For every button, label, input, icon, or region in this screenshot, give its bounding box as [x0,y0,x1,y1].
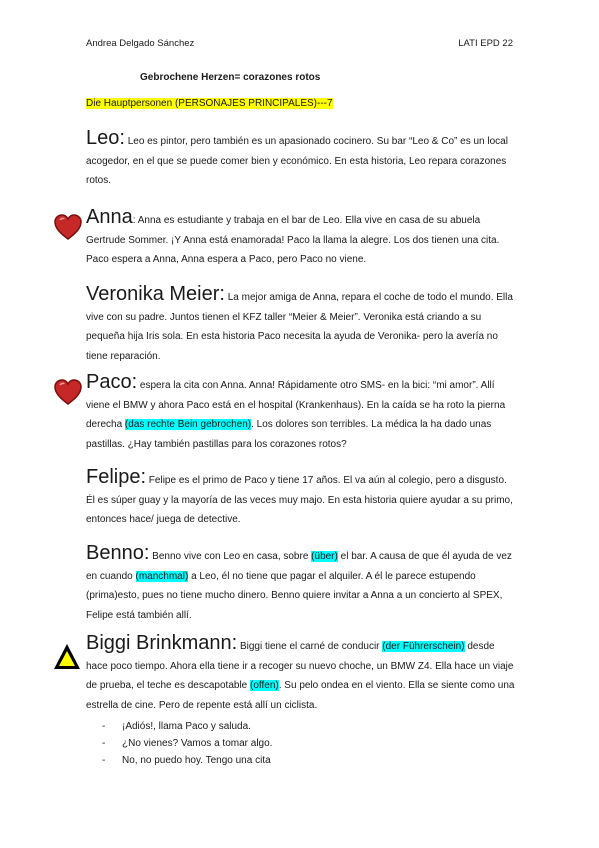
character-text-leo: Leo es pintor, pero también es un apasionado cocinero. Su bar “Leo & Co” es un local acogedor, en el que se puede comer bien y económico. En esta historia, Leo repara corazones rotos. [86,136,508,186]
section-leo [86,128,518,191]
subtitle-highlight: Die Hauptpersonen (PERSONAJES PRINCIPALES)---7 [86,98,333,109]
highlight-benno-2: (manchmal) [135,570,189,582]
character-text-biggi-1: Biggi tiene el carné de conducir [237,641,383,652]
dialogue-line: - ¡Adiós!, llama Paco y saluda. [102,718,272,735]
character-name-veronika: Veronika Meier: [86,283,225,305]
document-subtitle [86,98,333,109]
section-biggi [86,633,518,715]
warning-triangle-icon [52,642,82,672]
dialogue-line: - ¿No vienes? Vamos a tomar algo. [102,735,272,752]
heart-icon [53,378,83,406]
character-text-veronika: La mejor amiga de Anna, repara el coche de todo el mundo. Ella vive con su padre. Juntos tienen el KFZ taller “Meier & Meier”. Veronika está criando a su pequeña hija Iris sola. En esta historia Paco necesita la ayuda de Veronika- pero la avería no tiene reparación. [86,292,513,362]
character-text-paco-2: . Los dolores son terribles. La médica la ha dado unas pastillas. ¿Hay también pastillas para los corazones rotos? [86,419,492,450]
character-name-biggi: Biggi Brinkmann: [86,632,238,654]
character-name-leo: Leo: [86,127,125,149]
highlight-biggi-1: (der Führerschein) [382,641,465,652]
character-text-anna: : Anna es estudiante y trabaja en el bar de Leo. Ella vive en casa de su abuela Gertrude Sommer. ¡Y Anna está enamorada! Paco la llama la alegre. Los dos tienen una cita. Paco espera a Anna, Anna espera a Paco, pero Paco no viene. [86,215,500,265]
section-paco [86,372,518,454]
section-felipe [86,467,518,530]
heart-icon [53,213,83,241]
character-name-paco: Paco: [86,371,138,393]
header-author: Andrea Delgado Sánchez [86,38,195,49]
character-name-benno: Benno: [86,542,150,564]
character-name-felipe: Felipe: [86,466,147,488]
section-benno [86,543,518,625]
document-title: Gebrochene Herzen= corazones rotos [140,72,321,83]
dialogue-line: - No, no puedo hoy. Tengo una cita [102,752,272,769]
section-veronika [86,284,518,366]
character-name-anna: Anna [86,206,133,228]
character-text-paco-1: espera la cita con Anna. Anna! Rápidamente otro SMS- en la bici: “mi amor”. Allí viene el BMW y ahora Paco está en el hospital (Krankenhaus). En la caída se ha roto la pierna derecha [86,380,506,430]
character-text-benno-3: a Leo, él no tiene que pagar el alquiler. A él le parece estupendo (prima)esto, pues no tiene mucho dinero. Benno quiere invitar a Anna a un concierto al SPEX, Felipe está también allí. [86,570,503,621]
character-text-felipe: Felipe es el primo de Paco y tiene 17 años. El va aún al colegio, pero a disgusto. Él es súper guay y la mayoría de las veces muy majo. En esta historia quiere ayudar a su primo, entonces hace/ juega de detective. [86,475,513,525]
section-anna [86,207,518,270]
character-text-benno-2: el bar. A causa de que él ayuda de vez en cuando [86,551,512,582]
highlight-biggi-2: (offen) [250,680,279,691]
highlight-paco: (das rechte Bein gebrochen) [124,419,252,430]
character-text-biggi-3: . Su pelo ondea en el viento. Ella se siente como una estrella de cine. Pero de repente está allí un ciclista. [86,680,515,711]
character-text-benno-1: Benno vive con Leo en casa, sobre [149,551,312,562]
dialogue-list [102,718,272,769]
highlight-benno-1: (über) [311,551,338,562]
character-text-biggi-2: desde hace poco tiempo. Ahora ella tiene ir a recoger su nuevo choche, un BMW Z4. Ella hace un viaje de prueba, el teche es descapotable [86,641,514,691]
header-course: LATI EPD 22 [458,38,513,49]
